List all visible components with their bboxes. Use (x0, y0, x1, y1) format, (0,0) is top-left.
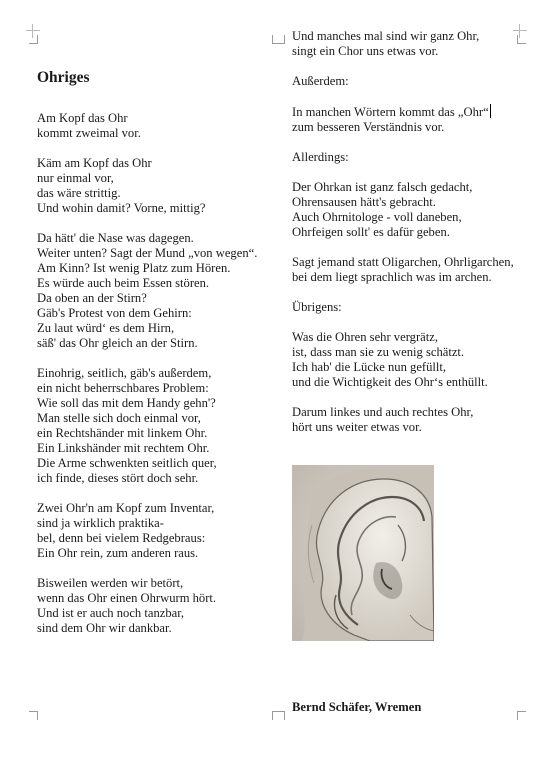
poem-line: Da hätt' die Nase was dagegen. (37, 231, 194, 245)
poem-line: und die Wichtigkeit des Ohr‘s enthüllt. (292, 375, 488, 389)
section-heading: Allerdings: (292, 150, 349, 164)
poem-line: ein nicht beherrschbares Problem: (37, 381, 209, 395)
section-heading: Übrigens: (292, 300, 342, 314)
poem-line: ist, dass man sie zu wenig schätzt. (292, 345, 465, 359)
stanza (37, 231, 287, 351)
poem-line: zum besseren Verständnis vor. (292, 120, 445, 134)
margin-corner-bottom-left (29, 711, 38, 720)
poem-line (292, 104, 537, 120)
stanza (37, 501, 287, 561)
column-corner-bottom-right (276, 711, 285, 720)
margin-corner-bottom-right (517, 711, 526, 720)
poem-line: sind dem Ohr wir dankbar. (37, 621, 172, 635)
poem-line: Die Arme schwenkten seitlich quer, (37, 456, 217, 470)
poem-line: Ich hab' die Lücke nun gefüllt, (292, 360, 447, 374)
poem-line: Ohrensausen hätt's gebracht. (292, 195, 436, 209)
poem-title: Ohriges (37, 69, 90, 86)
poem-line: Sagt jemand statt Oligarchen, Ohrligarchen, (292, 255, 514, 269)
poem-line: ich finde, dieses stört doch sehr. (37, 471, 199, 485)
poem-line: singt ein Chor uns etwas vor. (292, 44, 439, 58)
poem-line: säß' das Ohr gleich an der Stirn. (37, 336, 198, 350)
poem-line: ein Rechtshänder mit linkem Ohr. (37, 426, 208, 440)
poem-line: Es würde auch beim Essen stören. (37, 276, 210, 290)
poem-line: Am Kopf das Ohr (37, 111, 128, 125)
poem-line: Da oben an der Stirn? (37, 291, 147, 305)
poem-line: Bisweilen werden wir betört, (37, 576, 184, 590)
section-heading: Außerdem: (292, 74, 349, 88)
poem-line: Käm am Kopf das Ohr (37, 156, 152, 170)
poem-line: Weiter unten? Sagt der Mund „von wegen“. (37, 246, 258, 260)
poem-line: Am Kinn? Ist wenig Platz zum Hören. (37, 261, 231, 275)
poem-line: das wäre strittig. (37, 186, 121, 200)
poem-line: Zwei Ohr'n am Kopf zum Inventar, (37, 501, 215, 515)
stanza (37, 111, 287, 141)
poem-line: Wie soll das mit dem Handy gehn'? (37, 396, 216, 410)
poem-line: Darum linkes und auch rechtes Ohr, (292, 405, 474, 419)
poem-line: Und ist er auch noch tanzbar, (37, 606, 185, 620)
poem-line: Und manches mal sind wir ganz Ohr, (292, 29, 480, 43)
poem-line: Ein Ohr rein, zum anderen raus. (37, 546, 199, 560)
poem-line-text: In manchen Wörtern kommt das „Ohr“ (292, 105, 489, 119)
poem-line: nur einmal vor, (37, 171, 114, 185)
poem-line: kommt zweimal vor. (37, 126, 141, 140)
stanza (37, 156, 287, 216)
left-stanzas (37, 111, 287, 636)
text-cursor (490, 104, 491, 118)
poem-line: Einohrig, seitlich, gäb's außerdem, (37, 366, 212, 380)
right-column (292, 29, 537, 450)
poem-line: Zu laut würd‘ es dem Hirn, (37, 321, 175, 335)
stanza (292, 330, 537, 390)
column-corner-top-right (276, 35, 285, 44)
poem-line: bei dem liegt sprachlich was im archen. (292, 270, 492, 284)
stanza (292, 405, 537, 435)
poem-line: Der Ohrkan ist ganz falsch gedacht, (292, 180, 473, 194)
margin-corner-top-left (29, 35, 38, 44)
poem-line: Was die Ohren sehr vergrätz, (292, 330, 438, 344)
poem-line: hört uns weiter etwas vor. (292, 420, 422, 434)
poem-line: Und wohin damit? Vorne, mittig? (37, 201, 206, 215)
left-column (37, 69, 287, 651)
author-signature: Bernd Schäfer, Wremen (292, 700, 422, 714)
poem-line: bel, denn bei vielem Redgebraus: (37, 531, 206, 545)
stanza (292, 29, 537, 59)
poem-line: Ein Linkshänder mit rechtem Ohr. (37, 441, 210, 455)
poem-line: wenn das Ohr einen Ohrwurm hört. (37, 591, 217, 605)
stanza (292, 104, 537, 135)
poem-line: Gäb's Protest von dem Gehirn: (37, 306, 192, 320)
poem-line: Ohrfeigen sollt' es dafür geben. (292, 225, 450, 239)
poem-line: Man stelle sich doch einmal vor, (37, 411, 201, 425)
poem-line: Auch Ohrnitologe - voll daneben, (292, 210, 462, 224)
poem-line: sind ja wirklich praktika- (37, 516, 164, 530)
stanza (37, 366, 287, 486)
ear-sketch-image (292, 465, 434, 641)
stanza (37, 576, 287, 636)
stanza (292, 180, 537, 240)
stanza (292, 255, 537, 285)
